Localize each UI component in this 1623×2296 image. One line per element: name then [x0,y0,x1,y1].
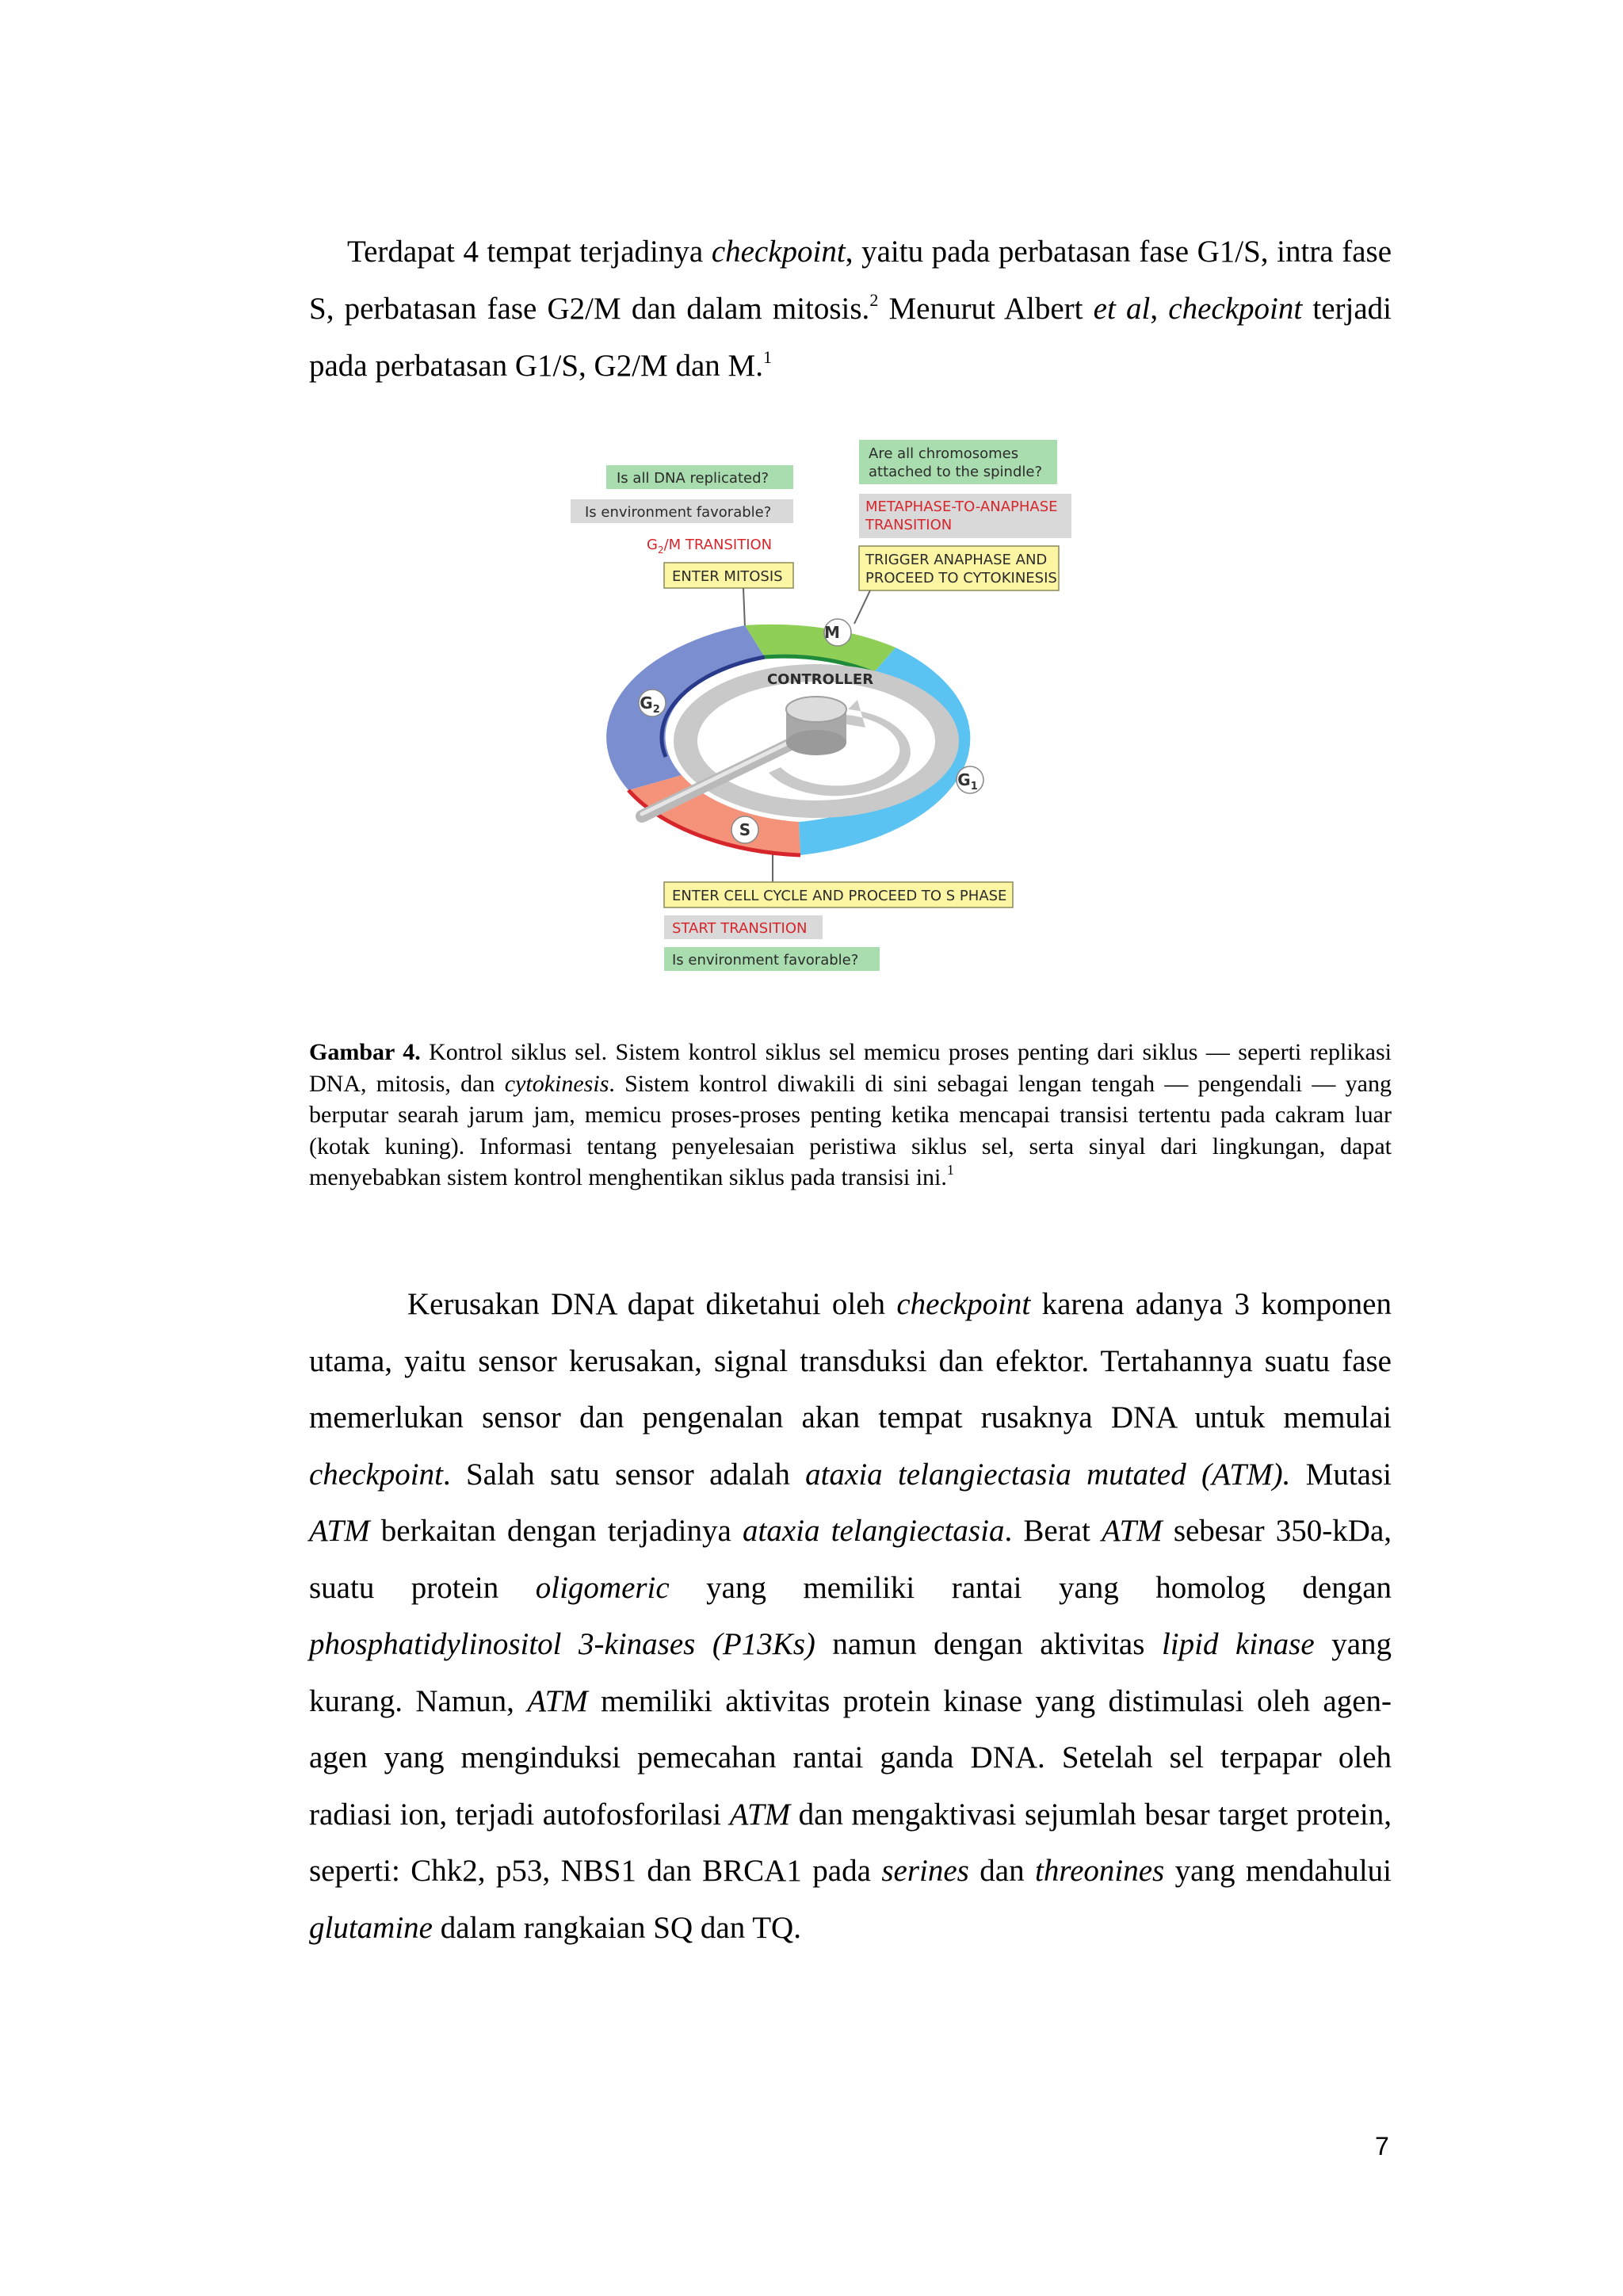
text-run: yang kurang. Namun, [309,1627,1392,1718]
question-dna-replicated: Is all DNA replicated? [617,470,769,487]
italic-term: et al [1093,292,1151,326]
text-run: dan [968,1854,1035,1888]
paragraph-intro [309,223,1392,395]
italic-term: threonines [1035,1854,1165,1888]
italic-term: ATM [527,1683,588,1718]
question-chromosomes-line1: Are all chromosomes [869,445,1019,462]
italic-term: ATM [729,1797,791,1832]
paragraph-dna-damage [309,1276,1392,1956]
text-run: memiliki aktivitas protein kinase yang distimulasi oleh agen-agen yang menginduksi pemecahan rantai ganda DNA. Setelah sel terpapar oleh radiasi ion, terjadi autofosforilasi [309,1683,1392,1832]
italic-term: oligomeric [535,1570,670,1605]
phase-m-label: M [824,623,840,642]
italic-term: glutamine [309,1910,433,1945]
text-run: karena adanya 3 komponen utama, yaitu sensor kerusakan, signal transduksi dan efektor. Tertahannya suatu fase memerlukan sensor dan pengenalan akan tempat rusaknya DNA untuk memulai [309,1287,1392,1435]
italic-term: cytokinesis [504,1070,609,1097]
enter-cell-cycle-label: ENTER CELL CYCLE AND PROCEED TO S PHASE [672,888,1007,904]
text-run: dan mengaktivasi sejumlah besar target protein, seperti: Chk2, p53, NBS1 dan BRCA1 pada [309,1797,1392,1888]
metaphase-anaphase-line2: TRANSITION [865,517,953,533]
text-run: sebesar 350-kDa, suatu protein [309,1514,1392,1605]
text-run: . Salah satu sensor adalah [442,1457,806,1492]
controller-label: CONTROLLER [766,671,874,688]
phase-g2-label: $G_2$ [640,693,660,716]
question-environment-top: Is environment favorable? [585,504,772,521]
text-run: Kontrol siklus sel. Sistem kontrol siklus sel memicu proses penting dari siklus — seperti replikasi DNA, mitosis, dan [309,1039,1392,1097]
italic-term: checkpoint [1168,292,1303,326]
question-chromosomes-line2: attached to the spindle? [869,464,1043,480]
text-run: , yaitu pada perbatasan fase G1/S, intra fase S, perbatasan fase G2/M dan dalam mitosis. [309,235,1392,326]
italic-term: lipid kinase [1161,1627,1315,1661]
text-run: dalam rangkaian SQ dan TQ. [432,1910,801,1945]
text-run: Mutasi [1290,1457,1392,1492]
question-environment-bottom: Is environment favorable? [672,952,859,968]
italic-term: serines [881,1854,969,1888]
enter-mitosis-label: ENTER MITOSIS [672,568,783,585]
citation-superscript: 2 [869,290,879,310]
italic-term: checkpoint [896,1287,1031,1321]
controller-hub-top [786,697,846,722]
italic-term: phosphatidylinositol 3-kinases (P13Ks) [309,1627,815,1661]
page-number: 7 [1375,2132,1389,2160]
text-run: namun dengan aktivitas [815,1627,1162,1661]
trigger-anaphase-line2: PROCEED TO CYTOKINESIS [865,570,1057,586]
citation-superscript: 1 [762,347,772,367]
text-run: . Sistem kontrol diwakili di sini sebagai lengan tengah — pengendali — yang berputar searah jarum jam, memicu proses-proses penting ketika mencapai transisi tertentu pada cakram luar (kotak kuning). Informasi tentang penyelesaian peristiwa siklus sel, serta sinyal dari lingkungan, dapat menyebabkan sistem kontrol menghentikan siklus pada transisi ini. [309,1070,1392,1190]
text-run: Menurut Albert [878,292,1094,326]
text-run: , [1150,292,1169,326]
phase-g1-label: $G_1$ [957,770,978,793]
metaphase-anaphase-line1: METAPHASE-TO-ANAPHASE [865,499,1058,515]
text-run: berkaitan dengan terjadinya [369,1514,743,1548]
italic-term: checkpoint [309,1457,443,1492]
italic-term: ATM [1102,1514,1163,1548]
italic-term: ATM [309,1514,370,1548]
trigger-anaphase-line1: TRIGGER ANAPHASE AND [865,552,1048,568]
italic-term: checkpoint [711,235,846,269]
start-transition-label: START TRANSITION [672,920,808,937]
figure-caption [309,1037,1392,1194]
caption-label: Gambar 4. [309,1039,421,1065]
text-run: terjadi pada perbatasan G1/S, G2/M dan M. [309,292,1392,383]
g2m-transition-label: $G_2/M$ TRANSITION [647,537,773,556]
text-run: yang memiliki rantai yang homolog dengan [669,1570,1392,1605]
controller-hub-base [786,730,846,755]
text-run: Kerusakan DNA dapat diketahui oleh [407,1287,897,1321]
text-run: Terdapat 4 tempat terjadinya [347,235,712,269]
italic-term: ataxia telangiectasia mutated (ATM). [805,1457,1291,1492]
text-run: . Berat [1004,1514,1102,1548]
cell-cycle-figure [555,432,1078,987]
citation-superscript: 1 [946,1162,954,1178]
text-run: yang mendahului [1164,1854,1392,1888]
italic-term: ataxia telangiectasia [742,1514,1005,1548]
phase-s-label: S [739,820,751,839]
